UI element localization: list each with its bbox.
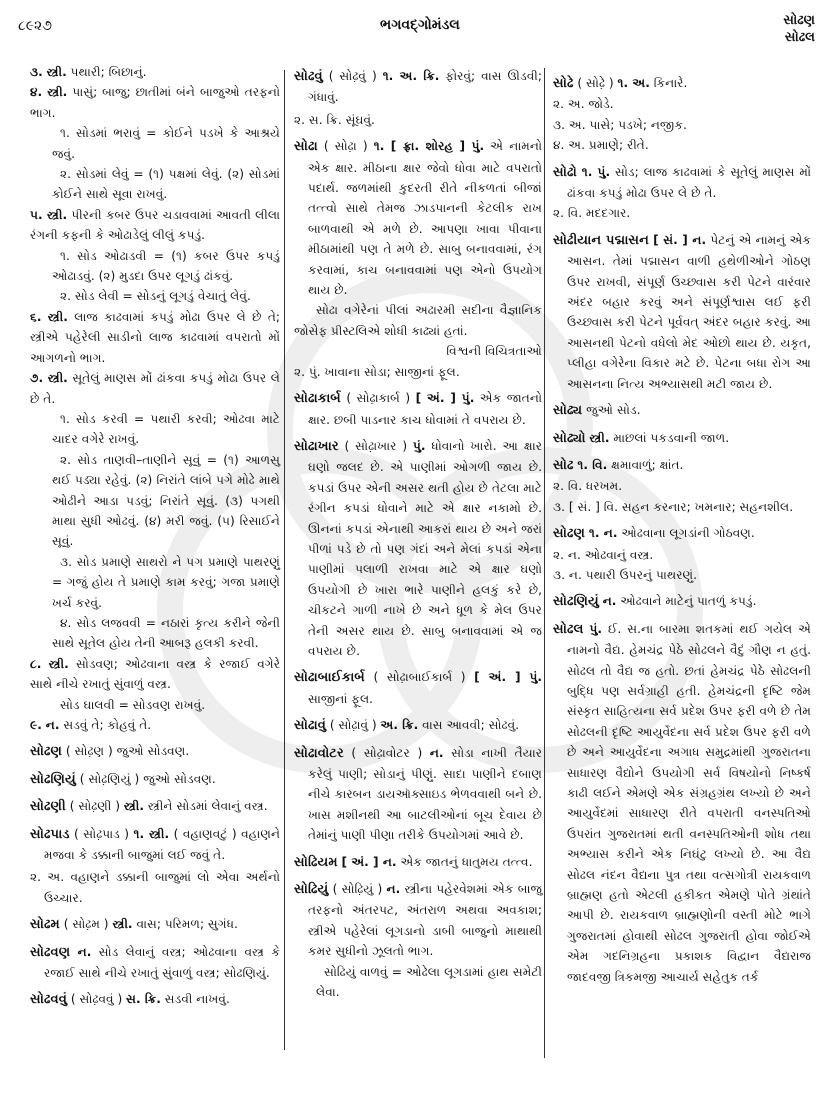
quotation: સોઢા વગેરેનાં પીલાં અઢારમી સદીના વૈજ્ઞાનિક જોસેફ પ્રીસ્ટલિએ શોધી કાઢ્યાં હતાં. [294, 303, 542, 338]
idiom: ૧. સોડમાં ભરાવું = કોઈને પડખે કે આશ્રયે જવું. [52, 126, 280, 161]
dictionary-entry: સોઢવું ( સોઢ઼વું ) ૧. અ. ક્રિ. ફોરવું; વાસ ઊડવી; ગંધાવું. [294, 69, 543, 105]
dictionary-entry: સોઢણી ( સોઢ઼ણી ) સ્ત્રી. સ્ત્રીને સોડમાં લેવાનું વસ્ત્ર. [30, 799, 268, 815]
headword: સોઢ્યો [553, 430, 586, 446]
guide-word-last: સોઢલ [784, 30, 815, 45]
idiom: ૧. સોડ કરવી = પથારી કરવી; ઓઢવા માટે ચાદર વગેરે રાખવું. [52, 411, 280, 447]
sense: ૨. ન. ઓઢવાનું વસ્ત્ર. [553, 547, 654, 562]
dictionary-entry: સોઢિયું ( સોઢ઼િયું ) ન. સ્ત્રીના પહેરવેશમાં એક બાજુ તરફનો અંતરપટ, અંતરાળ અથવા અવકાશ; સ્ત્રીએ પહેરેલાં લૂગડાનો ડાબી બાજુનો માથાથી કમર સુધીનો ઝૂલતો ભાગ. [294, 882, 543, 959]
dictionary-entry: સોઢણિયું ( સોઢ઼ણિયું ) જુઓ સોડવણ. [30, 771, 216, 787]
idiom: ૩. સોડ પ્રમાણે સાથરો ને પગ પ્રમાણે પાથરણું = ગજું હોય તે પ્રમાણે કામ કરવું; ગજા પ્રમાણે ખર્ચ કરવું. [52, 554, 280, 610]
idiom: ૧. સોડ ઓઢાડવી = (૧) કબર ઉપર કપડું ઓઢાડવું. (૨) મુડદા ઉપર લૂગડું ઢાંકવું. [52, 248, 280, 284]
headword: સોઢણિયું [30, 771, 76, 787]
guide-word-first: સોઢણ [783, 13, 815, 28]
quotation-source: વિશ્વની વિચિત્રતાઓ [446, 344, 542, 359]
idiom: સોડ ઘાલવી = સોડવણ રાખવું. [60, 697, 206, 712]
dictionary-entry: સોઢા ( સોઢ઼ા ) ૧. [ ફ્રા. શોરહ ] પું. એ નામનો એક ક્ષાર. મીઠાના ક્ષાર જેવો ધોવા માટે વપરાતો પદાર્થ. જળમાંથી કુદરતી રીતે નીકળતાં બીજાં તત્ત્વો સાથે તેમજ ઝાડપાનની કેટલીક રાખ બાળવાથી એ મળે છે. આપણા ખાવા પીવાના મીઠામાંથી પણ તે મળે છે. સાબુ બનાવવામાં, રંગ કરવામાં, કાચ બનાવવામાં પણ એનો ઉપયોગ થાય છે. [294, 139, 543, 298]
page-header [0, 0, 825, 50]
page-number: ૮૯૨૭ [18, 18, 52, 34]
sense: ૩. સ્ત્રી. પથારી; બિછાનું. [30, 65, 147, 79]
headword: સોઢા [294, 139, 318, 155]
running-title: ભગવદ્ગોમંડલ [380, 17, 460, 33]
sense: ૪. સ્ત્રી. પાસું; બાજુ; છાતીમાં બંને બાજુઓ તરફનો ભાગ. [30, 85, 280, 120]
dictionary-entry: સોઢ્યો સ્ત્રી. માછલાં પકડવાની જાળ. [553, 430, 730, 446]
headword: સોઢે [553, 76, 574, 91]
dictionary-entry: સોઢ ૧. વિ. ક્ષમાવાળું; ક્ષાંત. [553, 457, 684, 473]
sense: ૨. સ. ક્રિ. સૂંઘવું. [294, 112, 375, 127]
column-1 [30, 62, 280, 1017]
headword: સોઢાકાર્બ [294, 391, 341, 407]
idiom: ૨. સોડ તાણવી–તાણીને સૂવું = (૧) આળસુ થઈ પડ્યા રહેવું. (૨) નિરાંતે લાંબે પગે મોઢે માથે ઓઢીને આડા પડવું; નિરાંતે સૂવું. (૩) પગથી માથા સુધી ઓઢવું. (૪) મરી જવું. (૫) રિસાઈને સૂવું. [52, 452, 280, 549]
idiom: સોઢિયું વાળવું = ઓઢેલા લૂગડામાં હાથ સમેટી લેવા. [316, 964, 542, 1000]
column-divider [284, 70, 285, 1050]
headword: સોઢ્ય [553, 403, 583, 419]
dictionary-entry: સોઢો ૧. પું. સોડ; લાજ કાઢવામાં કે સૂતેલું માણસ મોં ઢાંકવા કપડું મોઢા ઉપર લે છે તે. [553, 164, 811, 201]
sense: ૨. વિ. ધરખમ. [553, 479, 623, 494]
headword: સોઢાવું [294, 718, 326, 734]
headword: સોઢાવોટર [294, 745, 344, 761]
headword: સોઢણી [30, 799, 66, 815]
headword: સોઢમ [30, 917, 60, 933]
sense: ૨. અ. વહાણને ડક્કાની બાજુમાં લો એવા અર્થનો ઉચ્ચાર. [30, 870, 280, 905]
dictionary-entry: સોઢમ ( સોઢ઼મ ) સ્ત્રી. વાસ; પરિમળ; સુગંધ. [30, 917, 238, 933]
dictionary-entry: સોઢણ ( સોઢ઼ણ ) જુઓ સોડવણ. [30, 744, 190, 760]
headword: સોઢવું [294, 69, 323, 84]
dictionary-entry: સોઢિયમ [ અં. ] ન. એક જાતનું ધાતુમય તત્ત્વ. [294, 854, 533, 870]
headword: સોઢવણ [30, 944, 71, 960]
headword: સોઢીયાન પદ્માસન [553, 232, 649, 248]
idiom: ૨. સોડમાં લેવું = (૧) પક્ષમાં લેવું. (૨) સોડમાં કોઈને સાથે સૂવા રાખવું. [52, 167, 280, 202]
column-2 [294, 66, 542, 1002]
sense: ૩. ન. પથારી ઉપરનું પાથરણું. [553, 567, 698, 582]
guide-words [783, 12, 815, 46]
dictionary-entry: સોઢવણ ન. સોડ લેવાનું વસ્ત્ર; ઓઢવાના વસ્ત્ર કે રજાઈ સાથે નીચે રખાતું સુંવાળું વસ્ત્ર; સોઢણિયું. [30, 944, 281, 981]
sense: ૫. સ્ત્રી. પીરની કબર ઉપર ચડાવવામાં આવતી લીલા રંગની કફની કે ઓઢાડેલું લીલું કપડું. [30, 207, 281, 243]
headword: સોઢલ [553, 621, 584, 637]
sense: ૯. ન. સડવું તે; કોહવું તે. [30, 718, 152, 732]
headword: સોઢપાડ [30, 826, 70, 842]
idiom: ૪. સોડ લજવવી = નઠારાં કૃત્ય કરીને જેની સાથે સૂતેલ હોય તેની આબરૂ હલકી કરવી. [52, 615, 280, 651]
sense: ૨. અ. જોડે. [553, 97, 614, 112]
headword: સોઢિયું [294, 882, 329, 898]
headword: સોઢણ [553, 526, 586, 542]
dictionary-entry: સોઢણિયું ન. ઓઢવાને માટેનું પાતળું કપડું. [553, 594, 757, 610]
headword: સોઢો [553, 164, 577, 180]
dictionary-entry: સોઢલ પું. ઈ. સ.ના બારમા શતકમાં થઈ ગયેલ એ નામનો વૈદ્ય. હેમચંદ્ર પેઠે સોઢલને વૈદું ગૌણ ન હતું. સોઢલ તો વૈદ્ય જ હતો. છતાં હેમચંદ્ર પેઠે સોઢલની બુદ્ધિ પણ સર્વગ્રાહી હતી. હેમચંદ્રની દૃષ્ટિ જેમ સંસ્કૃત સાહિત્યના સર્વ પ્રદેશ ઉપર ફરી વળે છે તેમ સોઢલની દૃષ્ટિ આયુર્વેદના સર્વ પ્રદેશ ઉપર ફરી વળે છે અને આયુર્વેદના અગાધ સમુદ્રમાંથી ગુજરાતના સાધારણ વૈદ્યોને ઉપયોગી સર્વ વિષયોનો નિષ્કર્ષ કાઢી લઈને એમણે એક સંગ્રહગ્રંથ લખ્યો છે અને આયુર્વેદમાં સાધારણ રીતે વપરાતી વનસ્પતિઓ ઉપરાંત ગુજરાતમાં થતી વનસ્પતિઓની શોધ તથા અભ્યાસ કરીને એક નિઘંટુ લખ્યો છે. આ વૈદ્ય સોઢલ નંદન વૈદ્યના પુત્ર તથા વત્સગોત્રી રાયકવાળ બ્રાહ્મણ હતો એટલી હકીકત એમણે પોતે ગ્રંથાંતે આપી છે. રાયકવાળ બ્રાહ્મણોની વસ્તી મોટે ભાગે ગુજરાતમાં હોવાથી સોઢલ ગુજરાતી હોવા જોઈએ એમ ગદનિગ્રહના પ્રકાશક વિદ્વાન વૈદ્યરાજ જાદવજી ત્રિકમજી આચાર્ય સહેતુક તર્ક [553, 621, 812, 984]
headword: સોઢાખાર [294, 438, 339, 454]
column-divider [544, 68, 545, 1058]
dictionary-entry: સોઢણ ૧. ન. ઓઢવાના લૂગડાંની ગોઠવણ. [553, 526, 755, 542]
dictionary-entry: સોઢવવું ( સોઢ઼વવું ) સ. ક્રિ. સડવી નાખવું. [30, 992, 230, 1008]
dictionary-entry: સોઢાવોટર ( સોઢ઼ાવોટર ) ન. સોડા નાખી તૈયાર કરેલું પાણી; સોડાનું પીણું. સાદા પાણીને દબાણ નીચે કારબન ડાયઑક્સાઇડ ભેળવવાથી બને છે. ખાસ મશીનથી આ બાટલીઓનાં બૂચ દેવાય છે તેમાંનું પાણી પીણા તરીકે ઉપયોગમાં આવે છે. [294, 745, 542, 843]
sense: ૨. વિ. મદદગાર. [553, 206, 631, 221]
headword: સોઢણ [30, 744, 63, 760]
headword: સોઢવવું [30, 992, 67, 1008]
headword: સોઢાબાઈકાર્બ [294, 670, 365, 686]
dictionary-entry: સોઢપાડ ( સોઢ઼પાડ ) ૧. સ્ત્રી. ( વહાણવટું ) વહાણને મજવા કે ડક્કાની બાજુમાં લઈ જવું તે. [30, 826, 281, 863]
sense: ૮. સ્ત્રી. સોડવણ; ઓઢવાના વસ્ત્ર કે રજાઈ વગેરે સાથે નીચે રખાતું સુંવાળું વસ્ત્ર. [30, 656, 280, 692]
sense: ૬. સ્ત્રી. લાજ કાઢવામાં કપડું મોઢા ઉપર લે છે તે; સ્ત્રીએ પહેરેલી સાડીનો લાજ કાઢવામાં વપરાતો મોં આગળનો ભાગ. [30, 309, 281, 365]
dictionary-entry: સોઢાકાર્બ ( સોઢ઼ાકાર્બ ) [ અં. ] પું. એક જાતનો ક્ષાર. છબી પાડનાર કાચ ધોવામાં તે વપરાય છે. [294, 391, 542, 427]
headword: સોઢણિયું [553, 594, 599, 610]
sense: ૩. [ સં. ] વિ. સહન કરનાર; ખમનાર; સહનશીલ. [553, 499, 794, 514]
dictionary-entry: સોઢ્ય જુઓ સોડ. [553, 403, 641, 419]
sense: ૪. અ. પ્રમાણે; રીતે. [553, 138, 649, 153]
column-3 [553, 73, 811, 993]
dictionary-entry: સોઢાખાર ( સોઢ઼ાખાર ) પું. ધોવાનો ખારો. આ ક્ષાર ઘણો જલદ છે. એ પાણીમાં ઓગળી જાય છે. કપડાં ઉપર એની અસર થતી હોય છે તેટલા માટે રંગીન કપડાં ધોવાને માટે એ ક્ષાર નકામો છે. ઊનનાં કપડાં એનાથી આકરાં થાય છે અને જરાં પીળાં પડે છે તો પણ ગંદાં અને મેલાં કપડાં એના પાણીમાં પલાળી રાખવા માટે એ ક્ષાર ઘણો ઉપયોગી છે ખારા ભારે પાણીને હલકું કરે છે, ચીકટને ગાળી નાખે છે અને ધૂળ કે મેલ ઉપર તેની અસર થાય છે. સાબુ બનાવવામાં એ જ વપરાય છે. [294, 438, 543, 658]
dictionary-entry: સોઢીયાન પદ્માસન [ સં. ] ન. પેટનું એ નામનું એક આસન. તેમાં પદ્માસન વાળી હથેળીઓને ગોઠણ ઉપર રાખવી, સંપૂર્ણ ઉચ્છ્વાસ કરી પેટને વારંવાર અંદર બહાર કરવું અને સંપૂર્ણશ્વાસ લઈ ફરી ઉચ્છ્વાસ કરી પેટને પૂર્વવત્ અંદર બહાર કરવું. આ આસનથી પેટનો વધેલો મેદ ઓછો થાય છે. યકૃત, પ્લીહા વગેરેના વિકાર મટે છે. પેટના બધા રોગ આ આસનના નિત્ય અભ્યાસથી મટી જાય છે. [553, 232, 812, 391]
sense: ૭. સ્ત્રી. સૂતેલું માણસ મોં ઢાંકવા કપડું મોઢા ઉપર લે છે તે. [30, 371, 281, 406]
dictionary-entry: સોઢાબાઈકાર્બ ( સોઢ઼ાબાઈકાર્બ ) [ અં. ] પું. સાજીનાં ફૂલ. [294, 670, 543, 706]
dictionary-entry: સોઢે ( સોઢ઼ે ) ૧. અ. કિનારે. [553, 76, 688, 91]
idiom: ૨. સોડ લેવી = સોડનું લૂગડું વેચાતું લેવું. [60, 289, 251, 304]
sense: ૨. પું. ખાવાના સોડા; સાજીનાં ફૂલ. [294, 364, 460, 379]
headword: સોઢિયમ [294, 854, 338, 870]
sense: ૩. અ. પાસે; પડખે; નજીક. [553, 117, 687, 132]
dictionary-entry: સોઢાવું ( સોઢ઼ાવું ) અ. ક્રિ. વાસ આવવી; સોઢવું. [294, 718, 520, 734]
headword: સોઢ [553, 457, 574, 473]
